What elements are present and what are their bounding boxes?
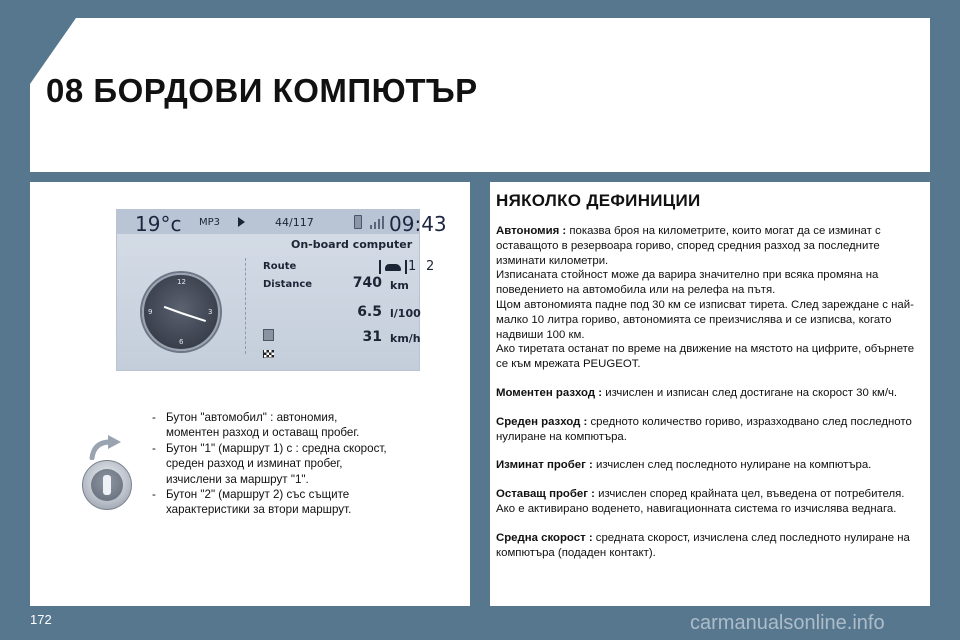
consumption-value: 6.5: [357, 304, 382, 320]
definition-term: Среден разход :: [496, 415, 588, 428]
watermark: carmanualsonline.info: [690, 612, 885, 634]
distance-value: 740: [352, 275, 382, 291]
definition-item: [496, 415, 926, 445]
definition-text: показва броя на километрите, които могат да се изминат с оставащото в резервоара гориво, според средния разход за последните изминати километри.: [496, 225, 881, 267]
definition-term: Средна скорост :: [496, 531, 593, 544]
speed-value: 31: [362, 329, 382, 345]
definition-term: Моментен разход :: [496, 386, 603, 399]
trip-1-indicator: 1: [408, 259, 417, 274]
button-note: - Бутон "автомобил" : автономия, моментен разход и оставащ пробег.: [152, 410, 392, 441]
section-heading: НЯКОЛКО ДЕФИНИЦИИ: [496, 191, 701, 210]
onboard-computer-display: [116, 209, 447, 371]
left-panel: [30, 182, 470, 606]
definition-text: изчислен след последното нулиране на компютъра.: [596, 459, 872, 472]
definition-text: средната скорост, изчислена след последното нулиране на компютъра (подаден контакт).: [496, 531, 910, 559]
clock-number-9: 9: [148, 308, 153, 316]
definition-term: Автономия :: [496, 225, 567, 237]
definitions-list: [496, 224, 926, 574]
trip-2-indicator: 2: [426, 259, 435, 274]
hour-hand: [164, 306, 182, 314]
page-number: 172: [30, 612, 52, 627]
temperature-readout: 19°c: [135, 212, 182, 236]
clock-time: 09:43: [389, 212, 447, 236]
phone-icon: [354, 215, 362, 229]
signal-icon: [370, 216, 386, 229]
clock-number-3: 3: [208, 308, 213, 316]
clock-number-6: 6: [179, 338, 184, 346]
control-button-icon: [82, 460, 132, 510]
car-icon: [379, 260, 407, 274]
right-panel: [490, 182, 930, 606]
route-label: Route: [263, 261, 297, 272]
play-icon: [238, 217, 245, 227]
analog-clock: [142, 273, 220, 351]
clock-number-12: 12: [177, 278, 186, 286]
definition-item: [496, 458, 926, 473]
distance-label: Distance: [263, 279, 313, 290]
button-note: - Бутон "1" (маршрут 1) с : средна скорост, среден разход и изминат пробег, изчислени за маршрут "1".: [152, 441, 392, 487]
definition-text: изчислен и изписан след достигане на скорост 30 км/ч.: [605, 386, 898, 399]
button-note: - Бутон "2" (маршрут 2) със същите характеристики за втори маршрут.: [152, 487, 392, 518]
audio-source: MP3: [199, 217, 221, 228]
display-title: On-board computer: [291, 238, 413, 251]
checkered-flag-icon: [263, 350, 274, 358]
fuel-pump-icon: [263, 329, 274, 341]
definition-term: Изминат пробег :: [496, 459, 593, 472]
minute-hand: [181, 312, 206, 322]
definition-text: Ако тиретата останат по време на движение на мястото на цифрите, обърнете се към мрежата PEUGEOT.: [496, 343, 915, 371]
distance-unit: km: [390, 279, 409, 292]
consumption-unit: l/100: [390, 307, 421, 320]
chapter-title: 08 БОРДОВИ КОМПЮТЪР: [46, 72, 478, 109]
definition-term: Оставащ пробег :: [496, 488, 595, 501]
curved-arrow-icon: [88, 434, 124, 460]
definition-text: Изписаната стойност може да варира значително при всяка промяна на поведението на автомобила или на релефа на пътя.: [496, 269, 879, 297]
definition-item: [496, 487, 926, 517]
definition-item: [496, 224, 926, 372]
definition-text: средното количество гориво, изразходвано след последното нулиране на компютъра.: [496, 415, 912, 443]
speed-unit: km/h: [390, 332, 421, 345]
display-divider: [245, 258, 247, 354]
definition-text: изчислен според крайната цел, въведена от потребителя. Ако е активирано воденето, навигационната система го изчислява веднага.: [496, 488, 905, 515]
definition-text: Щом автономията падне под 30 км се изписват тирета. След зареждане с най-малко 10 литра гориво, автономията се преизчислява и се изписва, когато надвиши 100 км.: [496, 298, 914, 341]
definition-item: [496, 386, 926, 401]
track-counter: 44/117: [275, 216, 314, 229]
definition-item: [496, 531, 926, 561]
button-notes-list: [152, 410, 392, 518]
